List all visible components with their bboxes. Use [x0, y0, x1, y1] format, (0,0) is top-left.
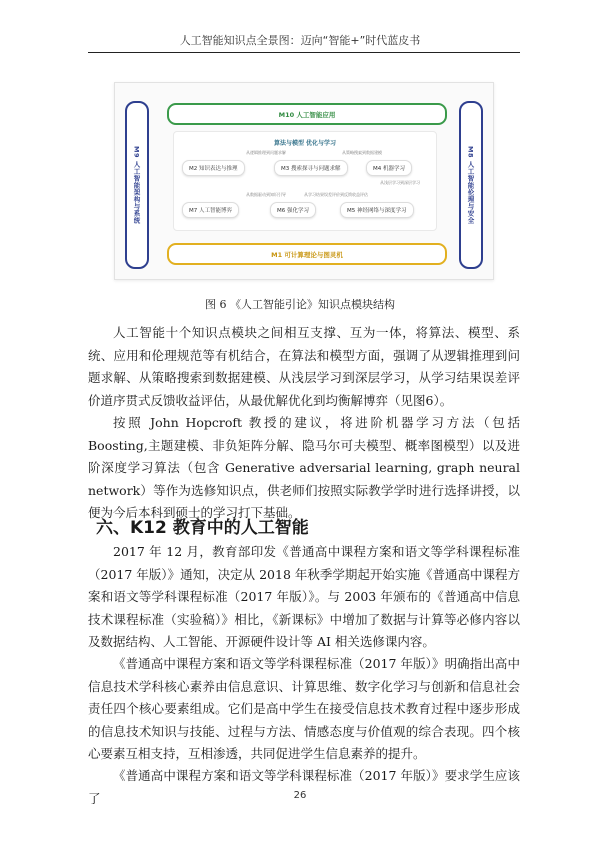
page-number: 26	[293, 790, 307, 801]
module-m5: M5 神经网络与深度学习	[340, 202, 414, 218]
core-title: 算法与模型 优化与学习	[273, 140, 337, 147]
top-module-bar: M10 人工智能应用	[167, 103, 447, 125]
note-feedback: 从学习结果误差评价到反馈收益评估	[304, 192, 368, 197]
note-knowledge: 从数据驱动到知识引导	[246, 192, 286, 197]
core-module-panel	[173, 131, 437, 231]
note-search: 从策略搜索到数据建模	[342, 150, 382, 155]
section-paragraph-2: 《普通高中课程方案和语文等学科课程标准（2017 年版）》明确指出高中信息技术学科核心素养由信息意识、计算思维、数字化学习与创新和信息社会责任四个核心要素组成。它们是高中学生在接受信息技术教育过程中逐步形成的信息技术知识与技能、过程与方法、情感态度与价值观的综合表现。四个核心要素互相支持，互相渗透，共同促进学生信息素养的提升。	[88, 656, 520, 762]
module-m4: M4 机器学习	[366, 160, 412, 176]
module-m3: M3 搜索探寻与问题求解	[274, 160, 348, 176]
header-rule	[88, 52, 520, 53]
right-side-pill	[459, 101, 483, 269]
left-side-pill	[125, 101, 149, 269]
left-side-label: M9 人工智能架构与系统	[132, 146, 141, 224]
running-header: 人工智能知识点全景图：迈向“智能+”时代蓝皮书	[179, 34, 421, 47]
section-paragraph-3: 《普通高中课程方案和语文等学科课程标准（2017 年版）》要求学生应该了	[88, 768, 520, 806]
note-reasoning: 从逻辑推理到问题求解	[246, 150, 286, 155]
module-m7: M7 人工智能博弈	[182, 202, 239, 218]
module-m6: M6 强化学习	[270, 202, 316, 218]
right-side-label: M8 人工智能伦理与安全	[466, 146, 475, 224]
section-paragraph-1: 2017 年 12 月，教育部印发《普通高中课程方案和语文等学科课程标准（2017 年版）》通知，决定从 2018 年秋季学期起开始实施《普通高中课程方案和语文等学科课程标准（2017 年版）》。与 2003 年颁布的《普通高中信息技术课程标准（实验稿）》相比，《新课标》中增加了数据与计算等必修内容以及数据结构、人工智能、开源硬件设计等 AI 相关选修课内容。	[88, 544, 520, 650]
section-title: 六、K12 教育中的人工智能	[96, 518, 309, 538]
figure-caption: 图 6 《人工智能引论》知识点模块结构	[205, 298, 395, 311]
module-structure-figure	[114, 82, 494, 280]
bottom-module-bar: M1 可计算理论与图灵机	[167, 243, 447, 265]
module-m2: M2 知识表达与推理	[182, 160, 245, 176]
paragraph-2: 按照 John Hopcroft 教授的建议，将进阶机器学习方法（包括 Boosting,主题建模、非负矩阵分解、隐马尔可夫模型、概率图模型）以及进阶深度学习算法（包含 Generative adversarial learning, graph neural network）等作为选修知识点，供老师们按照实际教学学时进行选择讲授，以便为今后本科到硕士的学习打下基础。	[88, 415, 520, 521]
paragraph-1: 人工智能十个知识点模块之间相互支撑、互为一体，将算法、模型、系统、应用和伦理规范等有机结合，在算法和模型方面，强调了从逻辑推理到问题求解、从策略搜索到数据建模、从浅层学习到深层学习，从学习结果误差评价道序贯式反馈收益评估，从最优解优化到均衡解博弈（见图6）。	[88, 325, 520, 408]
note-learning: 从浅层学习到深层学习	[380, 180, 420, 185]
